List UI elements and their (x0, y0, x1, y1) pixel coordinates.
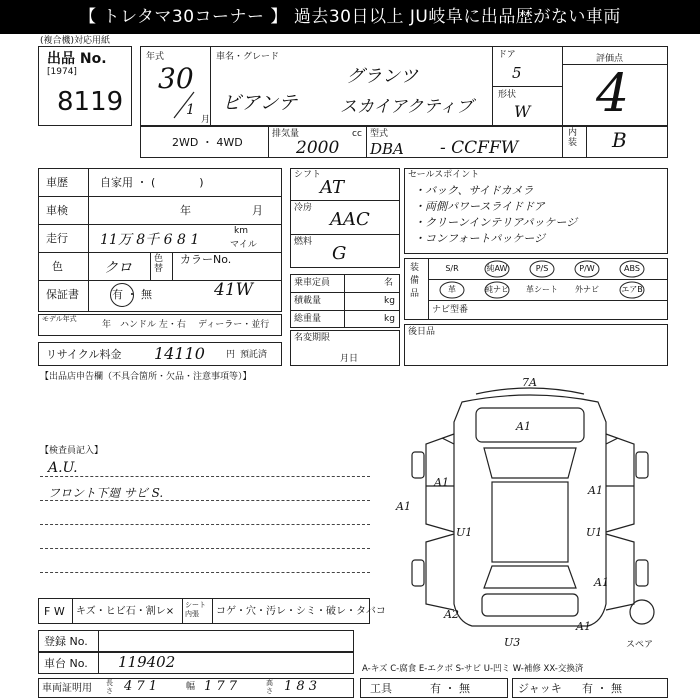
gross-label: 総重量 (294, 314, 322, 324)
chassis-label: 車台 No. (44, 657, 88, 670)
color-change-label: 色替 (154, 254, 164, 274)
shape-label: 形状 (498, 90, 517, 100)
inspector-label: 【検査員記入】 (40, 446, 104, 456)
warranty-label: 保証書 (46, 288, 79, 301)
certificate-label: 車両証明用 (42, 683, 92, 694)
recycle-unit: 円 (226, 350, 236, 360)
damage-rear-right: A1 (576, 620, 591, 633)
interior-value: B (612, 128, 627, 152)
equip-alloy: 純AW (486, 264, 508, 273)
inspector-line-1: A.U. (48, 460, 78, 476)
fuel-label: 燃料 (294, 237, 313, 247)
registration-label: 登録 No. (44, 635, 88, 648)
cert-height-label: 高さ (266, 679, 273, 695)
lot-box (38, 46, 132, 126)
load-label: 積載量 (294, 296, 322, 306)
recycle-label: リサイクル料金 (46, 348, 122, 361)
warranty-circle (110, 283, 134, 307)
later-date-block (404, 324, 668, 366)
equip-sunroof: S/R (445, 264, 459, 273)
tools-value: 有 ・ 無 (430, 682, 470, 695)
load-unit: kg (384, 296, 395, 306)
equip-abs: ABS (624, 264, 640, 273)
cert-length-value: 4 7 1 (124, 679, 158, 694)
handle-value: ハンドル 左・右 (120, 320, 186, 330)
model-year-label: モデル年式 (42, 315, 77, 323)
lot-label: 出品 No. (47, 51, 107, 67)
model-label: 車名・グレード (216, 52, 280, 62)
damage-hood: A1 (516, 420, 531, 433)
sales-point-4: ・コンフォートパッケージ (414, 232, 546, 245)
color-label: 色 (52, 260, 63, 273)
fw-rest: コゲ・穴・汚レ・シミ・破レ・タバコ (216, 606, 386, 617)
lot-year-code: [1974] (47, 67, 77, 77)
color-value: クロ (104, 260, 132, 276)
damage-front-bumper: 7A (522, 376, 537, 389)
mileage-unit-km: km (234, 226, 248, 236)
shift-label: シフト (294, 170, 322, 180)
inspection-label: 車検 (46, 204, 68, 217)
year-month: 1 (186, 102, 195, 118)
type-value: - CCFFW (440, 138, 519, 158)
damage-legend: A-キズ C-腐食 E-エクボ S-サビ U-凹ミ W-補修 XX-交換済 (362, 664, 584, 674)
paper-note: (複合機)対応用紙 (40, 36, 111, 46)
drive-value: 2WD ・ 4WD (172, 136, 243, 149)
damage-left-door: A1 (434, 476, 449, 489)
mileage-value: 11万 8千 6 8 1 (100, 232, 200, 248)
dealer-value: ディーラー・並行 (198, 320, 270, 330)
equip-leather: 革 (448, 285, 456, 294)
warranty-value: 有 ・ 無 (112, 288, 152, 301)
capacity-unit: 名 (384, 278, 394, 288)
car-diagram (392, 374, 668, 642)
color-code-value: 41W (214, 280, 254, 300)
sales-point-1: ・バック、サイドカメラ (414, 184, 534, 197)
mileage-unit-mile: マイル (230, 240, 257, 250)
score-label: 評価点 (596, 54, 624, 64)
sales-point-3: ・クリーンインテリアパッケージ (414, 216, 578, 229)
model-grade: グランツ (346, 66, 418, 87)
fw-items: キズ・ヒビ石・割レ× (76, 606, 175, 617)
equip-ps: P/S (535, 264, 549, 273)
fuel-value: G (332, 243, 347, 264)
model-year-unit: 年 (102, 320, 112, 330)
damage-left-rear: U1 (456, 526, 473, 539)
model-name: ビアンテ (222, 92, 298, 114)
damage-right-quarter: A1 (594, 576, 609, 589)
type-prefix: DBA (370, 140, 404, 158)
lot-number: 8119 (57, 87, 124, 117)
jack-value: 有 ・ 無 (582, 682, 622, 695)
shift-value: AT (320, 177, 345, 198)
inspection-year-unit: 年 (180, 204, 191, 217)
cert-width-label: 幅 (186, 682, 196, 692)
damage-rear-left: A2 (444, 608, 459, 621)
displacement-value: 2000 (296, 138, 340, 158)
jack-label: ジャッキ (518, 682, 562, 695)
sales-point-2: ・両側パワースライドドア (414, 200, 545, 213)
score-value: 4 (596, 64, 630, 124)
doors-value: 5 (512, 64, 522, 82)
aircon-value: AAC (330, 209, 370, 230)
inspection-month-unit: 月 (252, 204, 263, 217)
seller-note-label: 【出品店申告欄（不具合箇所・欠品・注意事項等）】 (40, 372, 252, 382)
inspector-line-2: フロント下廻 サビ S. (48, 486, 164, 500)
fw-label: F W (44, 605, 65, 618)
type-label: 型式 (370, 129, 389, 139)
equipment-label: 装備品 (410, 263, 420, 299)
equip-airbag: エアB (621, 285, 643, 294)
regchange-unit: 月日 (340, 354, 359, 364)
equip-leather-seat: 革シート (526, 285, 558, 294)
aircon-label: 冷房 (294, 203, 313, 213)
equip-ext-navi: 外ナビ (575, 285, 599, 294)
later-date-label: 後日品 (408, 327, 436, 337)
navi-model-label: ナビ型番 (432, 305, 469, 315)
capacity-label: 乗車定員 (294, 278, 331, 288)
history-value: 自家用 ・ ( ) (100, 176, 204, 189)
year-month-unit: 月 (201, 115, 211, 125)
fw-mid-label: シート内張 (185, 601, 206, 618)
recycle-value: 14110 (154, 344, 205, 363)
cert-width-value: 1 7 7 (204, 679, 238, 694)
cert-length-label: 長さ (106, 679, 113, 695)
year-label: 年式 (146, 52, 165, 62)
shape-value: W (514, 102, 531, 121)
damage-right-door: A1 (588, 484, 603, 497)
equipment-circles (430, 258, 670, 302)
damage-right-rear: U1 (586, 526, 603, 539)
recycle-deposit: 預託済 (240, 350, 268, 360)
regchange-label: 名変期限 (294, 333, 331, 343)
equip-pw: P/W (579, 264, 595, 273)
tools-label: 工具 (370, 682, 392, 695)
year-value: 30 (158, 62, 194, 95)
model-trim: スカイアクティブ (340, 97, 474, 117)
year-slash (170, 90, 200, 120)
history-label: 車歴 (46, 176, 68, 189)
gross-unit: kg (384, 314, 395, 324)
chassis-value: 119402 (118, 653, 176, 671)
cert-height-value: 1 8 3 (284, 679, 318, 694)
damage-left-side: A1 (396, 500, 411, 513)
damage-rear-bumper: U3 (504, 636, 521, 649)
displacement-label: 排気量 (272, 129, 300, 139)
color-code-label: カラーNo. (180, 253, 232, 266)
mileage-label: 走行 (46, 232, 68, 245)
sales-label: セールスポイント (408, 170, 480, 180)
equip-navi: 純ナビ (485, 285, 509, 294)
header-banner: 【 トレタマ30コーナー 】 過去30日以上 JU岐阜に出品歴がない車両 (0, 0, 700, 34)
spare-label: スペア (626, 640, 654, 650)
interior-label: 内装 (568, 128, 578, 148)
doors-label: ドア (498, 50, 516, 60)
displacement-unit: cc (352, 129, 362, 139)
